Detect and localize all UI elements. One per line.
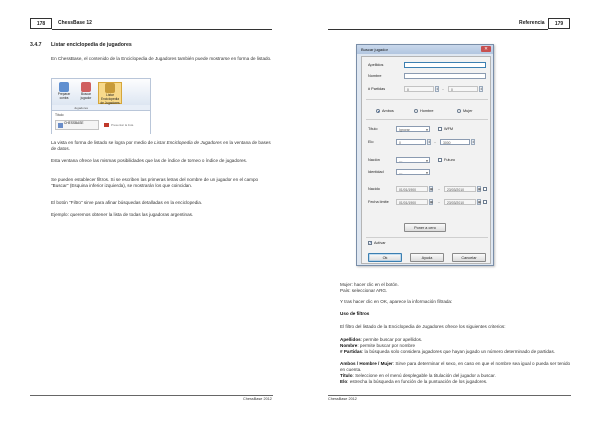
header-title: Referencia <box>519 20 545 26</box>
calendar-icon[interactable]: ▦ <box>430 187 433 191</box>
chevron-down-icon: ▼ <box>425 158 429 163</box>
tooltip: Presentar la lista <box>104 123 133 127</box>
dialog-title: Buscar jugador <box>357 45 493 54</box>
label-identidad: Identidad <box>368 170 384 174</box>
paragraph-filters: Se pueden establecer filtros. Si se escriben las primeras letras del nombre de un jugador en el campo "Buscar" (Esquina inferior izquierda), se mostrarán los que coincidan. <box>51 177 259 188</box>
reset-button[interactable]: Poner a cero <box>404 223 446 232</box>
futuro-checkbox[interactable] <box>438 158 442 162</box>
deadline-to-input[interactable]: 23/03/2010 <box>444 199 476 205</box>
ribbon <box>52 79 150 105</box>
paragraph-possibilities: Esta ventana ofrece las mismas posibilidades que las de índice de torneo o índice de jugadores. <box>51 158 248 163</box>
label-partidas: # Partidas <box>368 87 386 91</box>
prepare-against-button[interactable]: Preparar contra <box>54 82 74 104</box>
footer-text: ChessBase 2012 <box>328 397 357 401</box>
header-rule <box>328 29 548 30</box>
elo-to-spinner[interactable]: ⇕ <box>472 140 475 144</box>
label-futuro: Futuro <box>444 158 455 162</box>
criterion-titulo: Título: Seleccione en el menú desplegable la titulación del jugador a buscar. <box>340 373 496 378</box>
born-from-input[interactable]: 01/01/1900 <box>396 186 428 192</box>
paragraph-listing-view: La vista en forma de listado se logra por medio de Listar Enciclopedia de Jugadores en la ventana de bases de datos. <box>51 140 271 151</box>
elo-from-input[interactable]: 0 <box>396 139 426 145</box>
elo-to-input[interactable]: 3000 <box>440 139 470 145</box>
page-number: 179 <box>548 18 570 29</box>
column-header: Título <box>55 113 64 117</box>
filters-intro: El filtro del listado de la Enciclopedia de Jugadores ofrece los siguientes criterios: <box>340 324 506 329</box>
wfm-checkbox[interactable] <box>438 127 442 131</box>
criterion-nombre: Nombre: permite buscar por nombre <box>340 343 416 348</box>
label-mujer: Mujer <box>463 109 473 113</box>
criterion-apellidos: Apellidos: permite buscar por apellidos. <box>340 337 423 342</box>
list-preview <box>52 110 150 135</box>
label-nacion: Nación <box>368 158 380 162</box>
ok-button[interactable]: Ok <box>368 253 402 262</box>
dialog-body <box>361 56 491 264</box>
label-ambos: Ambos <box>382 109 394 113</box>
radio-mujer[interactable] <box>457 109 461 113</box>
games-to-input[interactable]: 0 <box>448 86 478 92</box>
label-apellidos: Apellidos <box>368 63 384 67</box>
label-activar: Activar <box>374 241 386 245</box>
label-nacido: Nacido <box>368 187 380 191</box>
label-elo: Elo <box>368 140 374 144</box>
calendar-icon[interactable]: ▦ <box>430 200 433 204</box>
instruction-ok: Y tras hacer clic en OK, aparece la información filtrada: <box>340 299 453 304</box>
separator <box>366 119 488 120</box>
list-row[interactable]: CHESSBASE <box>55 120 99 130</box>
section-number: 3.4.7 <box>30 42 42 48</box>
deadline-from-input[interactable]: 01/01/1900 <box>396 199 428 205</box>
identity-select[interactable]: --- ▼ <box>396 169 430 175</box>
radio-hombre[interactable] <box>414 109 418 113</box>
list-icon <box>104 123 109 127</box>
label-fecha-limite: Fecha límite <box>368 200 389 204</box>
paragraph-filter-button: El botón "Filtro" sirve para afinar búsquedas detalladas en la enciclopedia. <box>51 200 203 205</box>
cancel-button[interactable]: Cancelar <box>452 253 486 262</box>
criterion-partidas: # Partidas: la búsqueda solo considera jugadores que hayan jugado un número determinado de partidas. <box>340 349 556 354</box>
label-hombre: Hombre <box>420 109 434 113</box>
find-player-dialog <box>356 44 494 266</box>
database-icon <box>58 123 63 128</box>
section-title: Listar enciclopedia de jugadores <box>51 42 132 48</box>
games-to-spinner[interactable]: ⇕ <box>480 87 483 91</box>
list-encyclopedia-button[interactable]: Listar Enciclopedia de Jugadores <box>98 82 122 104</box>
criterion-elo: Elo: estrecha la búsqueda en función de la puntuación de los jugadores. <box>340 379 488 384</box>
criterion-sexo: Ambos / Hombre / Mujer: Sirve para determinar el sexo, en caso en que el nombre sea igual o pueda ser tenido en cuenta. <box>340 361 571 372</box>
label-titulo: Título <box>368 127 378 131</box>
firstname-input[interactable] <box>404 73 486 79</box>
games-from-spinner[interactable]: ⇕ <box>436 87 439 91</box>
calendar-icon[interactable]: ▦ <box>478 200 481 204</box>
activate-checkbox[interactable]: ✓ <box>369 241 373 245</box>
surname-input[interactable] <box>404 62 486 68</box>
chevron-down-icon: ▼ <box>425 170 429 175</box>
deadline-checkbox[interactable] <box>483 200 487 204</box>
label-wfm: WFM <box>444 127 454 131</box>
title-select[interactable]: Ignorar ▼ <box>396 126 430 132</box>
range-dash: – <box>438 200 440 204</box>
range-dash: – <box>442 87 444 91</box>
find-player-icon <box>81 82 91 92</box>
elo-from-spinner[interactable]: ⇕ <box>428 140 431 144</box>
range-dash: – <box>438 187 440 191</box>
ribbon-group-label: Jugadores <box>74 106 89 110</box>
intro-paragraph: En ChessBase, el contenido de la Enciclopedia de Jugadores también puede mostrarse en forma de listado. <box>51 56 272 61</box>
born-checkbox[interactable] <box>483 187 487 191</box>
help-button[interactable]: Ayuda <box>410 253 444 262</box>
footer-rule <box>30 395 273 396</box>
nation-select[interactable]: --- ▼ <box>396 157 430 163</box>
find-player-button[interactable]: Buscar jugador <box>76 82 96 104</box>
instruction-mujer: Mujer: hacer clic en el botón. <box>340 282 399 287</box>
instruction-pais: País: seleccionar ARG. <box>340 288 388 293</box>
range-dash: – <box>434 140 436 144</box>
born-to-input[interactable]: 23/03/2010 <box>444 186 476 192</box>
page-number: 178 <box>30 18 52 29</box>
radio-ambos[interactable] <box>376 109 380 113</box>
close-icon[interactable]: ✕ <box>481 46 491 52</box>
footer-rule <box>328 395 571 396</box>
footer-text: ChessBase 2012 <box>243 397 272 401</box>
subheading-uso-de-filtros: Uso de filtros <box>340 311 370 316</box>
label-nombre: Nombre <box>368 74 382 78</box>
header-rule <box>52 29 272 30</box>
chevron-down-icon: ▼ <box>425 127 429 132</box>
header-title: ChessBase 12 <box>58 20 92 26</box>
prepare-icon <box>59 82 69 92</box>
paragraph-example: Ejemplo: queremos obtener la lista de todas las jugadoras argentinas. <box>51 212 194 217</box>
separator <box>366 237 488 238</box>
separator <box>366 99 488 100</box>
games-from-input[interactable]: 0 <box>404 86 434 92</box>
toolbar-screenshot <box>51 78 151 134</box>
calendar-icon[interactable]: ▦ <box>478 187 481 191</box>
encyclopedia-icon <box>105 83 115 93</box>
